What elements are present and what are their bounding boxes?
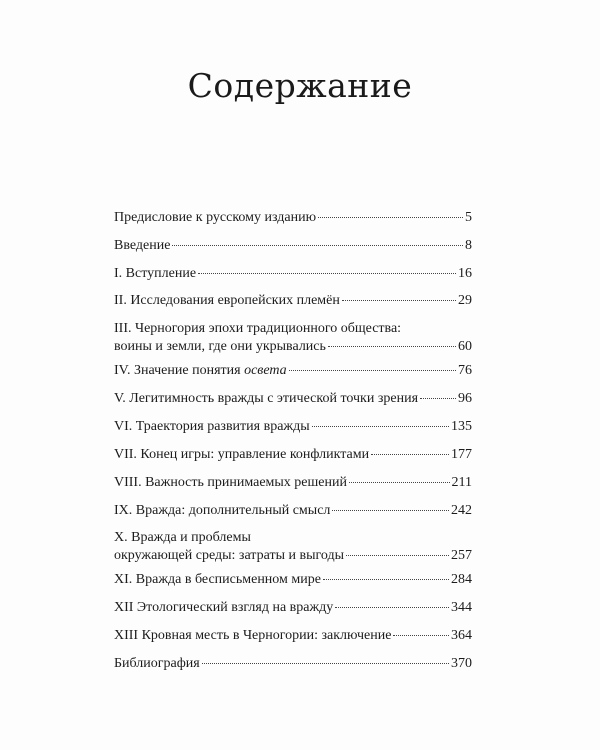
leader-dots (349, 482, 450, 483)
toc-entry-title (114, 363, 287, 379)
toc-entry-page: 135 (451, 419, 472, 434)
toc-entry-page: 370 (451, 656, 472, 671)
leader-dots (323, 579, 449, 580)
toc-entry-title: воины и земли, где они укрывались (114, 339, 326, 354)
toc-entry-title-line1: III. Черногория эпохи традиционного общества: (114, 321, 402, 336)
toc-entry[interactable] (114, 419, 472, 435)
toc-entry-title-line1: X. Вражда и проблемы (114, 530, 251, 545)
toc-entry-page: 16 (458, 266, 472, 281)
leader-dots (172, 245, 463, 246)
toc-entry-title-italic: освета (244, 363, 287, 378)
leader-dots (332, 510, 449, 511)
toc-entry[interactable] (114, 363, 472, 379)
toc-entry-title: Введение (114, 238, 171, 253)
leader-dots (289, 370, 456, 371)
toc-entry[interactable] (114, 321, 472, 355)
toc-entry-title: XI. Вражда в бесписьменном мире (114, 572, 321, 587)
toc-entry-title: Предисловие к русскому изданию (114, 210, 317, 225)
toc-entry-title: V. Легитимность вражды с этической точки зрения (114, 391, 419, 406)
leader-dots (318, 217, 463, 218)
leader-dots (198, 273, 456, 274)
toc-entry-page: 364 (451, 628, 472, 643)
toc-entry-title: II. Исследования европейских племён (114, 293, 340, 308)
toc-entry[interactable] (114, 238, 472, 254)
toc-entry[interactable] (114, 391, 472, 407)
toc-entry-page: 96 (458, 391, 472, 406)
toc-entry[interactable] (114, 600, 472, 616)
toc-entry-page: 8 (465, 238, 472, 253)
toc-entry-page: 60 (458, 339, 472, 354)
leader-dots (393, 635, 449, 636)
leader-dots (346, 555, 449, 556)
toc-entry[interactable] (114, 503, 472, 519)
toc-entry-page: 284 (451, 572, 472, 587)
toc-entry[interactable] (114, 530, 472, 564)
toc-entry[interactable] (114, 628, 472, 644)
toc-entry-page: 177 (451, 447, 472, 462)
toc-entry-title: Библиография (114, 656, 200, 671)
toc-entry[interactable] (114, 475, 472, 491)
toc-entry-title: XIII Кровная месть в Черногории: заключение (114, 628, 392, 643)
toc-entry-title: I. Вступление (114, 266, 197, 281)
page-title: Содержание (187, 66, 413, 105)
leader-dots (371, 454, 449, 455)
toc-entry-title: XII Этологический взгляд на вражду (114, 600, 334, 615)
toc-entry-title: VI. Траектория развития вражды (114, 419, 310, 434)
toc-entry-page: 257 (451, 548, 472, 563)
toc-entry-page: 211 (451, 475, 472, 490)
toc-entry[interactable] (114, 266, 472, 282)
leader-dots (335, 607, 449, 608)
toc-entry-title-prefix: IV. Значение понятия (114, 363, 245, 378)
leader-dots (328, 346, 456, 347)
toc-entry[interactable] (114, 572, 472, 588)
toc-entry-page: 5 (465, 210, 472, 225)
toc-entry[interactable] (114, 293, 472, 309)
toc-entry[interactable] (114, 447, 472, 463)
toc-entry-page: 242 (451, 503, 472, 518)
toc-entry-title: VII. Конец игры: управление конфликтами (114, 447, 370, 462)
leader-dots (312, 426, 449, 427)
toc-entry[interactable] (114, 210, 472, 226)
leader-dots (420, 398, 456, 399)
toc-entry-title: VIII. Важность принимаемых решений (114, 475, 347, 490)
leader-dots (342, 300, 456, 301)
toc-entry-title: IX. Вражда: дополнительный смысл (114, 503, 331, 518)
leader-dots (202, 663, 449, 664)
toc-entry-page: 29 (458, 293, 472, 308)
toc-entry-page: 76 (458, 363, 472, 378)
toc-entry-page: 344 (451, 600, 472, 615)
toc-entry-title: окружающей среды: затраты и выгоды (114, 548, 345, 563)
toc-entry[interactable] (114, 656, 472, 672)
